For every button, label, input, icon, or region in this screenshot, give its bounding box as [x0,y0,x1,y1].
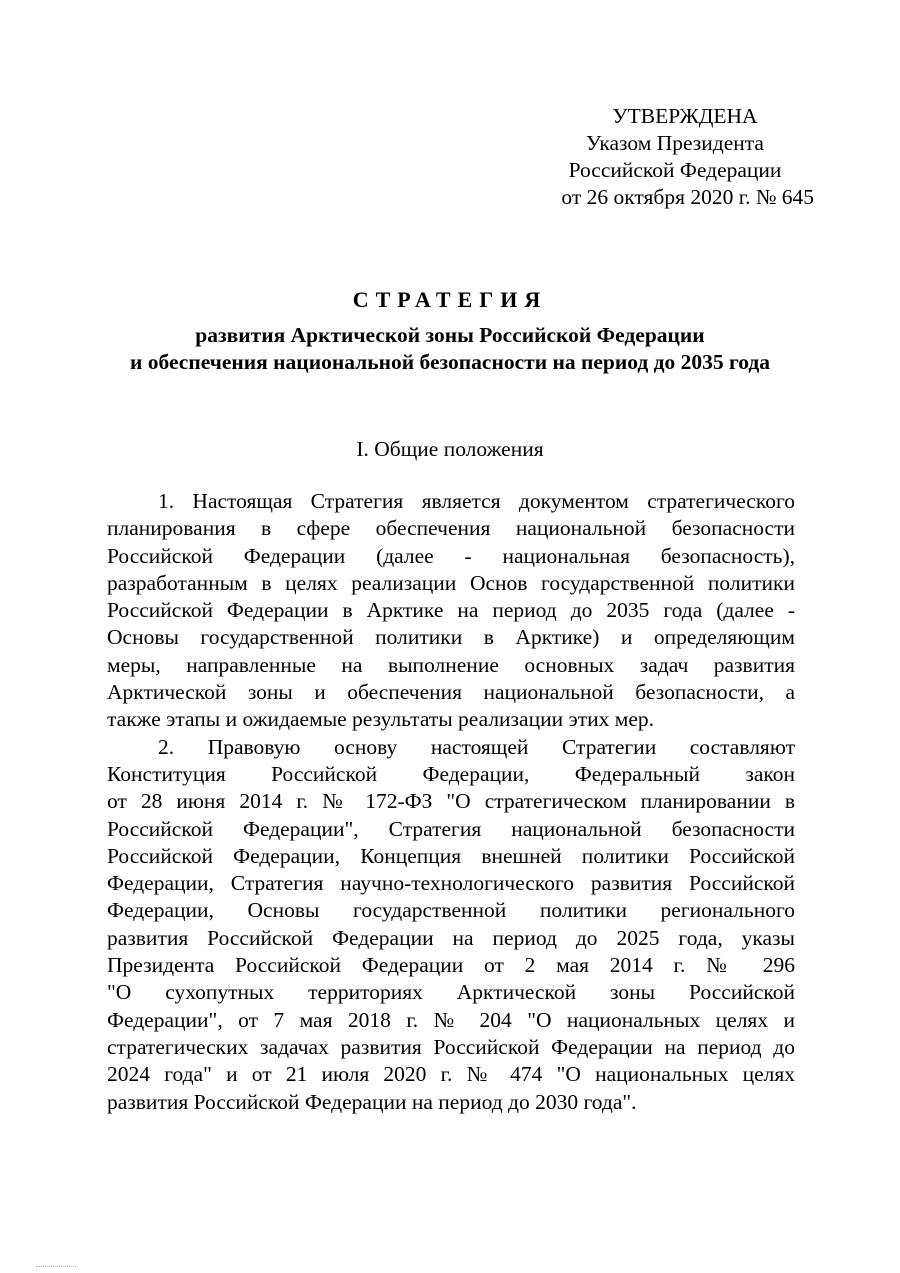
paragraph-line: Конституция Российской Федерации, Федеральный закон [107,761,795,786]
paragraph-line: развития Российской Федерации на период до 2025 года, указы [107,925,795,950]
approval-country: Российской Федерации [568,158,782,182]
section-heading: I. Общие положения [356,437,544,461]
paragraph-line: Федерации, Основы государственной политики регионального [107,898,795,923]
paragraph-line: Федерации, Стратегия научно-технологического развития Российской [107,871,795,896]
paragraph-line: Арктической зоны и обеспечения национальной безопасности, а [107,680,795,705]
paragraph-line: 2. Правовую основу настоящей Стратегии составляют [158,734,795,759]
paragraph-line: Федерации", от 7 мая 2018 г. № 204 "О национальных целях и [107,1007,795,1032]
paragraph-line: "О сухопутных территориях Арктической зоны Российской [107,980,795,1005]
paragraph-line: от 28 июня 2014 г. № 172-ФЗ "О стратегическом планировании в [107,789,795,814]
paragraph-line: Президента Российской Федерации от 2 мая 2014 г. № 296 [107,953,795,978]
paragraph-line: Российской Федерации в Арктике на период до 2035 года (далее - [107,598,795,623]
subtitle-line-2: и обеспечения национальной безопасности на период до 2035 года [130,350,770,374]
paragraph-line: развития Российской Федерации на период до 2030 года". [107,1089,637,1114]
paragraph-line: Российской Федерации (далее - национальная безопасность), [107,543,795,568]
paragraph-line: 2024 года" и от 21 июля 2020 г. № 474 "О национальных целях [107,1062,795,1087]
approval-status: УТВЕРЖДЕНА [612,104,758,128]
paragraph-line: также этапы и ожидаемые результаты реализации этих мер. [107,707,655,732]
document-subtitle [0,322,900,376]
paragraph-line: стратегических задачах развития Российской Федерации на период до [107,1034,795,1059]
paragraph-1 [107,488,795,734]
paragraph-line: 1. Настоящая Стратегия является документом стратегического [158,489,795,513]
paragraph-2 [107,734,795,1116]
subtitle-line-1: развития Арктической зоны Российской Федерации [195,323,705,347]
approval-stamp [510,103,840,211]
paragraph-line: Основы государственной политики в Арктике) и определяющим [107,625,795,650]
document-title: СТРАТЕГИЯ [352,287,548,312]
scan-artifact [36,1266,76,1269]
paragraph-line: планирования в сфере обеспечения национальной безопасности [107,516,795,541]
paragraph-line: меры, направленные на выполнение основных задач развития [107,652,795,677]
paragraph-line: Российской Федерации", Стратегия национальной безопасности [107,816,795,841]
approval-decree: Указом Президента [586,131,764,155]
approval-date-number: от 26 октября 2020 г. № 645 [561,185,814,209]
document-body [107,488,795,1116]
paragraph-line: Российской Федерации, Концепция внешней политики Российской [107,843,795,868]
paragraph-line: разработанным в целях реализации Основ государственной политики [107,570,795,595]
